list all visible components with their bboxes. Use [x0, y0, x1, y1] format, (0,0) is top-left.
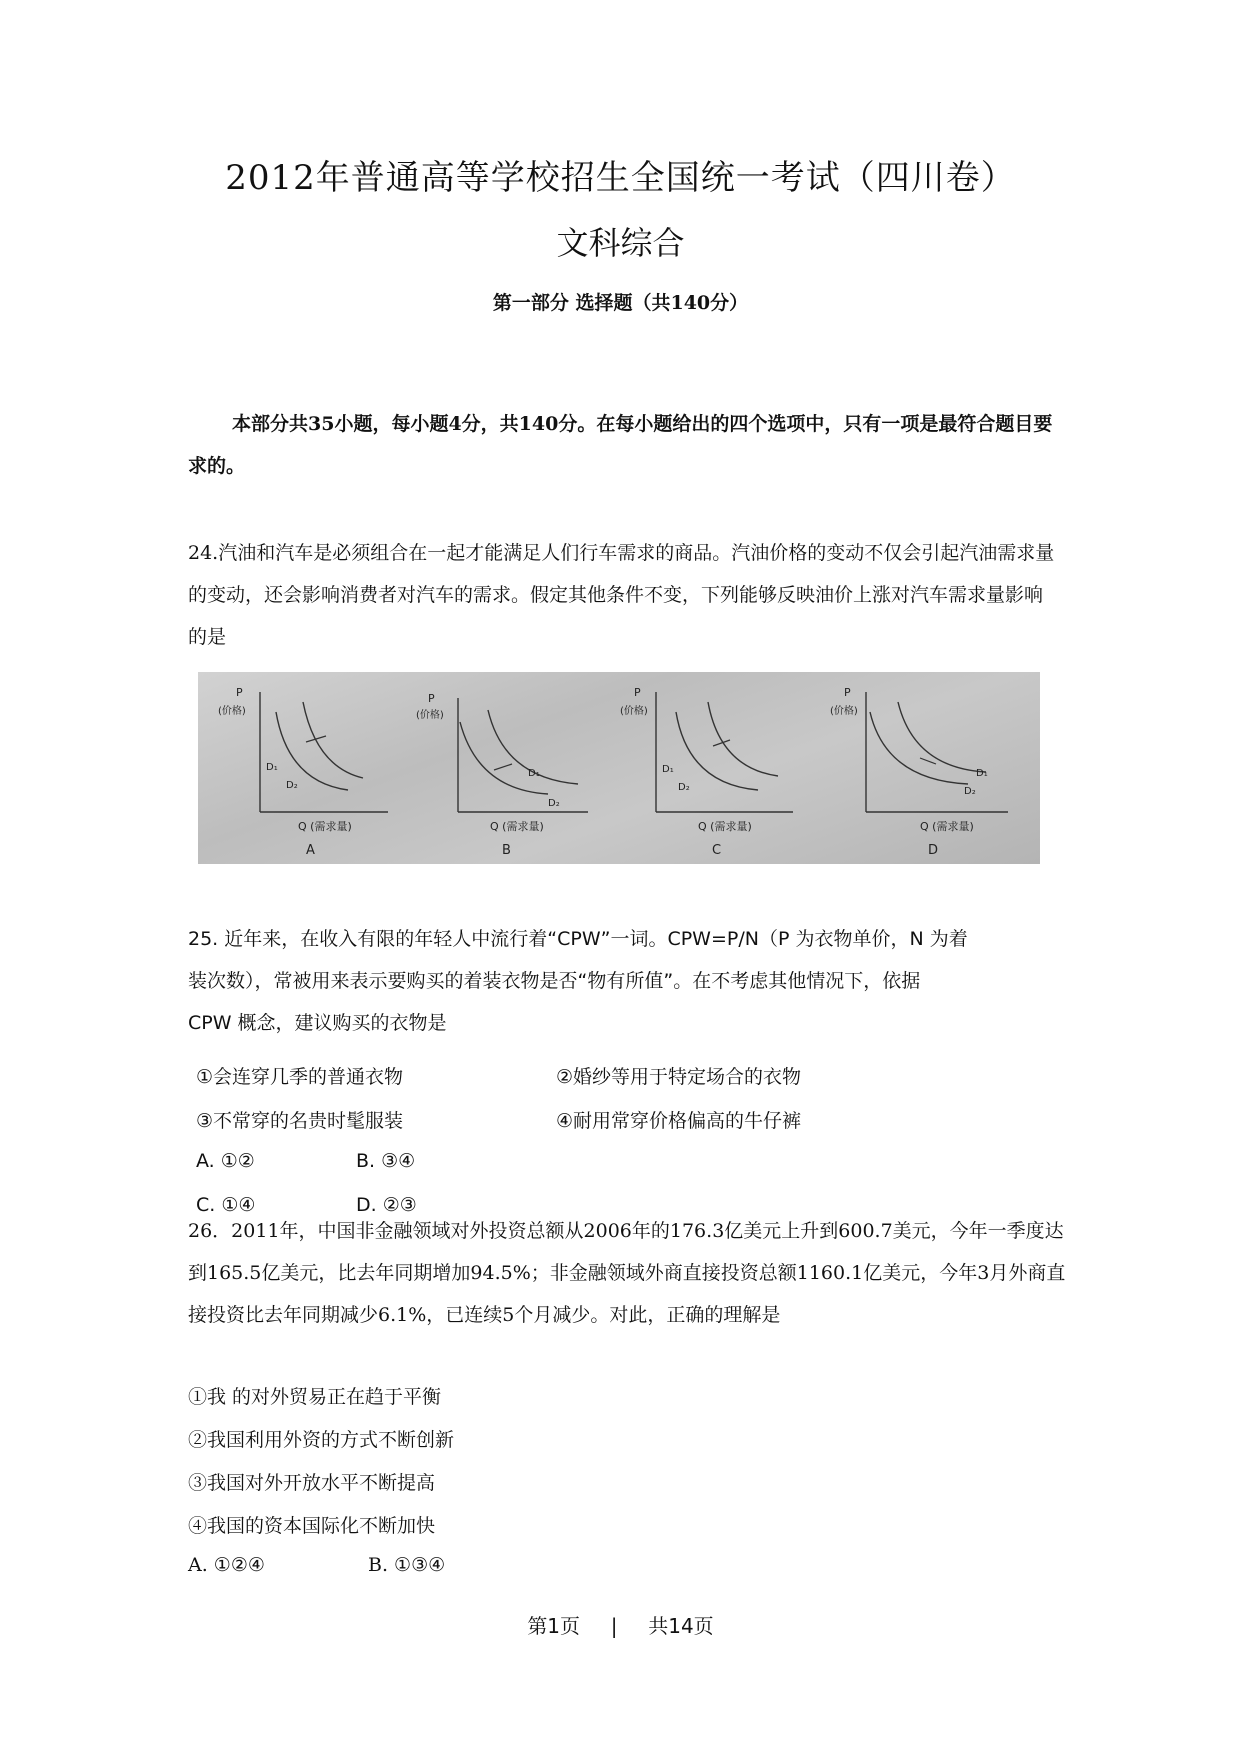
q26-item-3: ③我国对外开放水平不断提高 [188, 1472, 436, 1494]
demand-graphs-figure [198, 672, 1040, 864]
page-number: 第1页 [527, 1614, 581, 1638]
graph-d [830, 686, 1008, 858]
graph-d-q-label: Q (需求量) [920, 820, 974, 833]
graph-d-p-unit: (价格) [830, 706, 858, 717]
graph-b-d2: D₂ [548, 798, 560, 809]
graph-c-q-label: Q (需求量) [698, 820, 752, 833]
q25-option-d: D. ②③ [356, 1194, 417, 1216]
graph-d-option: D [928, 843, 939, 858]
q26-item-4: ④我国的资本国际化不断加快 [188, 1515, 436, 1537]
page-total: 共14页 [648, 1614, 714, 1638]
question-25-line-3: CPW 概念，建议购买的衣物是 [188, 1012, 447, 1034]
graph-a-p-unit: (价格) [218, 706, 246, 717]
graph-d-p-label: P [844, 686, 851, 699]
question-26-stem: 26．2011年，中国非金融领域对外投资总额从2006年的176.3亿美元上升到600.7美元，今年一季度达到165.5亿美元，比去年同期增加94.5%；非金融领域外商直接投资总额1160.1亿美元，今年3月外商直接投资比去年同期减少6.1%，已连续5个月减少。对此，正确的理解是 [188, 1220, 1066, 1326]
graph-d-d2: D₂ [964, 786, 976, 797]
q25-option-a: A. ①② [196, 1150, 255, 1172]
graph-b-q-label: Q (需求量) [490, 820, 544, 833]
q26-option-b: B. ①③④ [368, 1554, 446, 1576]
exam-title: 2012年普通高等学校招生全国统一考试（四川卷） [225, 158, 1016, 198]
instructions: 本部分共35小题，每小题4分，共140分。在每小题给出的四个选项中，只有一项是最符合题目要求的。 [188, 413, 1053, 477]
graph-b-option: B [502, 843, 511, 858]
page-separator: | [610, 1614, 618, 1638]
exam-subtitle: 文科综合 [556, 224, 685, 262]
q25-item-2: ②婚纱等用于特定场合的衣物 [556, 1066, 802, 1088]
q25-option-b: B. ③④ [356, 1150, 416, 1172]
graph-a [218, 686, 388, 858]
graph-b-d1: D₁ [528, 768, 540, 779]
graph-c-option: C [712, 843, 722, 858]
graph-a-q-label: Q (需求量) [298, 820, 352, 833]
demand-graphs-svg [198, 672, 1040, 864]
question-25-line-2: 装次数），常被用来表示要购买的着装衣物是否“物有所值”。在不考虑其他情况下，依据 [188, 970, 921, 992]
graph-a-d1: D₁ [266, 762, 278, 773]
question-25-stem [188, 918, 1088, 1044]
part-heading: 第一部分 选择题（共140分） [492, 292, 749, 314]
page-footer [0, 1610, 1241, 1639]
q26-item-1: ①我 的对外贸易正在趋于平衡 [188, 1386, 442, 1408]
graph-a-p-label: P [236, 686, 243, 699]
graph-b [416, 692, 588, 858]
graph-d-d1: D₁ [976, 768, 988, 779]
q26-option-a: A. ①②④ [188, 1554, 265, 1576]
graph-c [620, 686, 793, 858]
graph-b-p-unit: (价格) [416, 710, 444, 721]
q25-item-1: ①会连穿几季的普通衣物 [196, 1066, 404, 1088]
graph-c-p-label: P [634, 686, 641, 699]
q26-item-2: ②我国利用外资的方式不断创新 [188, 1429, 455, 1451]
q25-option-c: C. ①④ [196, 1194, 256, 1216]
graph-a-option: A [306, 843, 315, 858]
q25-item-3: ③不常穿的名贵时髦服装 [196, 1110, 404, 1132]
question-25-line-1: 25. 近年来，在收入有限的年轻人中流行着“CPW”一词。CPW=P/N（P 为衣物单价，N 为着 [188, 928, 968, 950]
graph-c-d1: D₁ [662, 764, 674, 775]
graph-a-d2: D₂ [286, 780, 298, 791]
graph-c-p-unit: (价格) [620, 706, 648, 717]
q25-item-4: ④耐用常穿价格偏高的牛仔裤 [556, 1110, 802, 1132]
graph-c-d2: D₂ [678, 782, 690, 793]
graph-b-p-label: P [428, 692, 435, 705]
question-24-stem: 24.汽油和汽车是必须组合在一起才能满足人们行车需求的商品。汽油价格的变动不仅会引起汽油需求量的变动，还会影响消费者对汽车的需求。假定其他条件不变，下列能够反映油价上涨对汽车需求量影响的是 [188, 542, 1055, 648]
